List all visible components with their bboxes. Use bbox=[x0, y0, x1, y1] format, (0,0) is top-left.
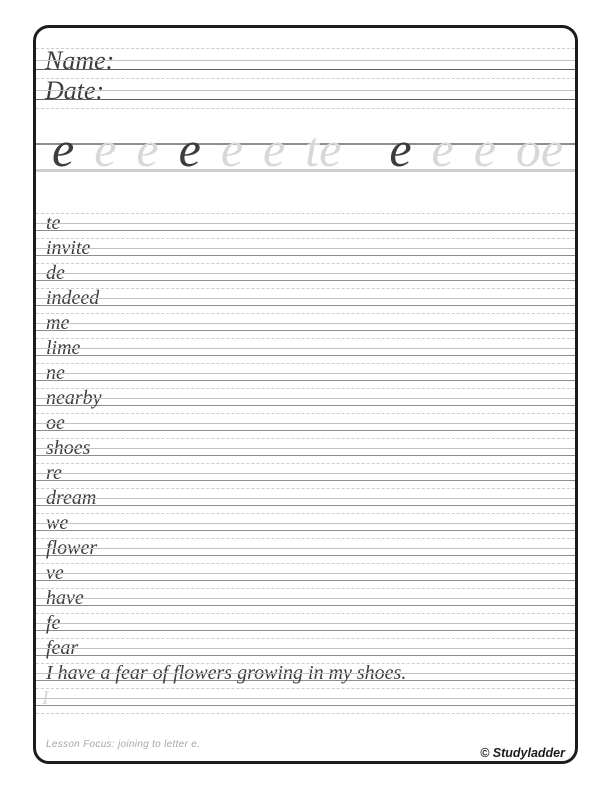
word-row bbox=[36, 313, 575, 338]
practice-letters bbox=[52, 121, 564, 177]
word-label: re bbox=[46, 462, 62, 484]
baseline-rule bbox=[36, 280, 575, 281]
word-row bbox=[36, 363, 575, 388]
word-label: have bbox=[46, 587, 84, 609]
trace-letter: I bbox=[42, 687, 49, 709]
practice-letter-dark: e bbox=[389, 121, 412, 177]
name-label: Name: bbox=[45, 46, 115, 75]
word-label: ne bbox=[46, 362, 65, 384]
practice-letter-light: oe bbox=[515, 121, 564, 177]
practice-letter-light: e bbox=[136, 121, 159, 177]
baseline-rule bbox=[36, 405, 575, 406]
word-row bbox=[36, 388, 575, 413]
word-row bbox=[36, 538, 575, 563]
practice-letter-dark: e bbox=[178, 121, 201, 177]
word-row bbox=[36, 613, 575, 638]
word-label: oe bbox=[46, 412, 65, 434]
word-rows-list bbox=[36, 213, 575, 663]
word-label: lime bbox=[46, 337, 81, 359]
word-label: shoes bbox=[46, 437, 91, 459]
date-row bbox=[36, 78, 575, 108]
word-label: fear bbox=[46, 637, 79, 659]
word-row bbox=[36, 263, 575, 288]
word-row bbox=[36, 213, 575, 238]
ruled-line-dashed bbox=[36, 108, 575, 109]
baseline-rule bbox=[36, 530, 575, 531]
page-border bbox=[33, 25, 578, 764]
word-row bbox=[36, 413, 575, 438]
word-row bbox=[36, 438, 575, 463]
word-label: te bbox=[46, 212, 61, 234]
practice-letter-light: e bbox=[431, 121, 454, 177]
baseline-rule bbox=[36, 69, 575, 70]
baseline-rule bbox=[36, 555, 575, 556]
baseline-rule bbox=[36, 99, 575, 100]
name-row bbox=[36, 48, 575, 78]
letter-practice-row bbox=[36, 121, 575, 177]
practice-letter-light: e bbox=[220, 121, 244, 177]
baseline-rule bbox=[36, 580, 575, 581]
word-label: fe bbox=[46, 612, 61, 634]
baseline-rule bbox=[36, 655, 575, 656]
practice-letter-light: te bbox=[305, 121, 342, 177]
header-block bbox=[36, 48, 575, 109]
practice-letter-light: e bbox=[94, 121, 117, 177]
word-row bbox=[36, 288, 575, 313]
baseline-rule bbox=[36, 355, 575, 356]
word-label: we bbox=[46, 512, 69, 534]
baseline-rule bbox=[36, 605, 575, 606]
word-label: dream bbox=[46, 487, 97, 509]
baseline-rule bbox=[36, 480, 575, 481]
studyladder-copyright: © Studyladder bbox=[480, 746, 565, 760]
ruled-line-dashed bbox=[36, 713, 575, 714]
word-label: invite bbox=[46, 237, 91, 259]
trace-row bbox=[36, 688, 575, 713]
word-label: nearby bbox=[46, 387, 102, 409]
baseline-rule bbox=[36, 455, 575, 456]
word-row bbox=[36, 488, 575, 513]
word-row bbox=[36, 563, 575, 588]
sentence-text: I have a fear of flowers growing in my shoes. bbox=[46, 662, 407, 684]
word-row bbox=[36, 638, 575, 663]
word-label: ve bbox=[46, 562, 64, 584]
word-row bbox=[36, 338, 575, 363]
sentence-row bbox=[36, 663, 575, 688]
practice-letter-light: e bbox=[473, 121, 496, 177]
baseline-rule bbox=[36, 430, 575, 431]
baseline-rule bbox=[36, 505, 575, 506]
baseline-rule bbox=[36, 630, 575, 631]
baseline-rule bbox=[36, 255, 575, 256]
date-label: Date: bbox=[45, 76, 105, 105]
lesson-focus-note: Lesson Focus: joining to letter e. bbox=[46, 739, 201, 750]
word-label: flower bbox=[46, 537, 98, 559]
baseline-rule bbox=[36, 230, 575, 231]
word-label: me bbox=[46, 312, 70, 334]
baseline-rule bbox=[36, 330, 575, 331]
writing-rows bbox=[36, 213, 575, 714]
word-row bbox=[36, 513, 575, 538]
word-label: indeed bbox=[46, 287, 100, 309]
word-row bbox=[36, 238, 575, 263]
baseline-rule bbox=[36, 305, 575, 306]
word-row bbox=[36, 463, 575, 488]
baseline-rule bbox=[36, 705, 575, 706]
practice-letter-light: e bbox=[263, 121, 286, 177]
word-label: de bbox=[46, 262, 65, 284]
word-row bbox=[36, 588, 575, 613]
baseline-rule bbox=[36, 380, 575, 381]
practice-letter-dark: e bbox=[52, 121, 75, 177]
